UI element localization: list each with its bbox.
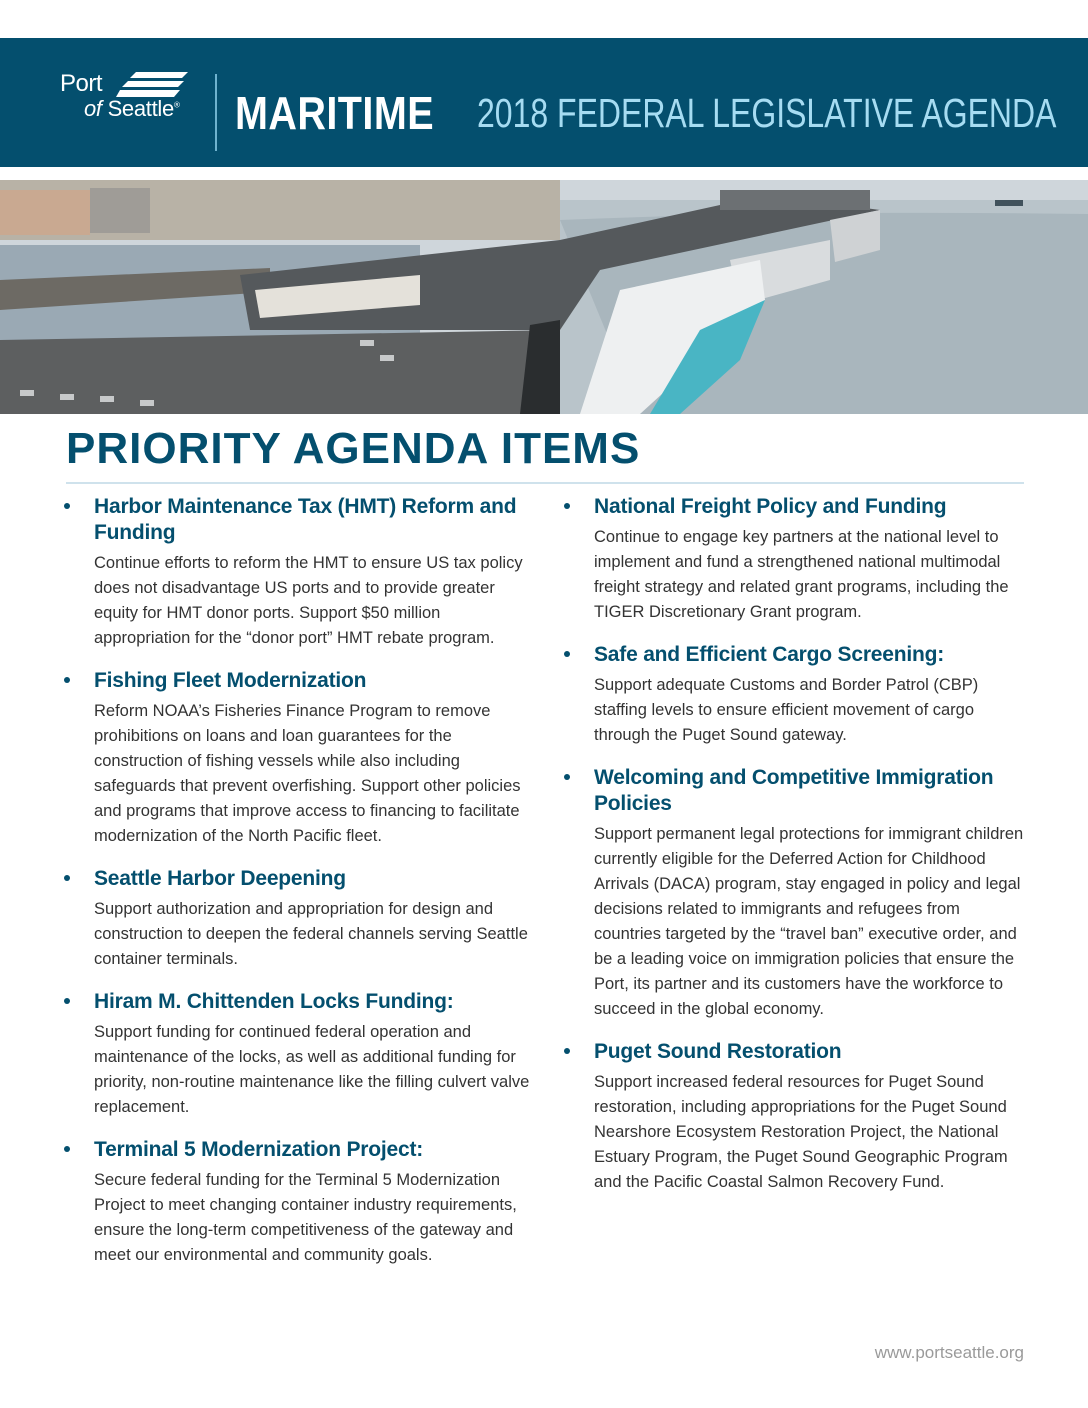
- header-subtitle: 2018 FEDERAL LEGISLATIVE AGENDA: [477, 90, 1057, 136]
- registered-mark: ®: [173, 100, 180, 110]
- agenda-item-title: Terminal 5 Modernization Project:: [94, 1138, 424, 1161]
- bullet-icon: [64, 998, 70, 1004]
- agenda-item-body: Continue efforts to reform the HMT to ensure US tax policy does not disadvantage US ports and to provide greater equity for HMT donor ports. Support $50 million appropriation for the “donor port” HMT rebate program.: [94, 554, 523, 647]
- agenda-item: [60, 1137, 530, 1268]
- agenda-item-title: Puget Sound Restoration: [594, 1040, 842, 1063]
- agenda-item-body: Support authorization and appropriation for design and construction to deepen the federal channels serving Seattle container terminals.: [94, 900, 528, 968]
- agenda-item: [560, 642, 1030, 748]
- agenda-item-body: Continue to engage key partners at the national level to implement and fund a strengthened national multimodal freight strategy and related grant programs, including the TIGER Discretionary Grant program.: [594, 528, 1009, 621]
- logo-text-of: of: [84, 96, 102, 121]
- agenda-item: [560, 494, 1030, 625]
- agenda-item-body: Secure federal funding for the Terminal 5 Modernization Project to meet changing container industry requirements, ensure the long-term competitiveness of the gateway and meet our environmental and community goals.: [94, 1171, 517, 1264]
- bullet-icon: [564, 651, 570, 657]
- section-divider: [66, 482, 1024, 484]
- bullet-icon: [64, 875, 70, 881]
- port-aerial-illustration: [0, 180, 1088, 414]
- section-title: PRIORITY AGENDA ITEMS: [66, 424, 641, 473]
- header-band: [0, 38, 1088, 167]
- right-column: [560, 494, 1030, 1212]
- agenda-item-title: Welcoming and Competitive Immigration Policies: [594, 766, 994, 815]
- agenda-item: [60, 989, 530, 1120]
- agenda-item-title: National Freight Policy and Funding: [594, 495, 947, 518]
- agenda-item: [60, 668, 530, 849]
- agenda-item-title: Hiram M. Chittenden Locks Funding:: [94, 990, 454, 1013]
- bullet-icon: [64, 677, 70, 683]
- agenda-item: [60, 866, 530, 972]
- agenda-item: [60, 494, 530, 651]
- agenda-item-title: Seattle Harbor Deepening: [94, 867, 346, 890]
- agenda-item-body: Support funding for continued federal operation and maintenance of the locks, as well as additional funding for priority, non-routine maintenance like the filling culvert valve replacement.: [94, 1023, 530, 1116]
- logo-text-port: Port: [60, 70, 103, 97]
- logo-text-name: Seattle: [107, 96, 174, 121]
- agenda-item-body: Support adequate Customs and Border Patrol (CBP) staffing levels to ensure efficient movement of cargo through the Puget Sound gateway.: [594, 676, 979, 744]
- bullet-icon: [64, 503, 70, 509]
- bullet-icon: [564, 1048, 570, 1054]
- agenda-item: [560, 765, 1030, 1022]
- bullet-icon: [564, 503, 570, 509]
- agenda-item-body: Support permanent legal protections for immigrant children currently eligible for the Deferred Action for Childhood Arrivals (DACA) program, stay engaged in policy and legal decisions related to immigrants and refugees from countries targeted by the “travel ban” executive order, and be a leading voice on immigration policies that ensure the Port, its partner and its customers have the workforce to succeed in the global economy.: [594, 825, 1024, 1018]
- header-title: MARITIME: [235, 87, 435, 139]
- bullet-icon: [564, 774, 570, 780]
- bullet-icon: [64, 1146, 70, 1152]
- footer-website-link[interactable]: www.portseattle.org: [874, 1343, 1024, 1362]
- agenda-item-body: Reform NOAA’s Fisheries Finance Program to remove prohibitions on loans and loan guarantees for the construction of fishing vessels while also including safeguards that prevent overfishing. Support other policies and programs that improve access to financing to facilitate modernization of the North Pacific fleet.: [94, 702, 521, 845]
- agenda-item-title: Fishing Fleet Modernization: [94, 669, 367, 692]
- agenda-item: [560, 1039, 1030, 1195]
- agenda-item-body: Support increased federal resources for Puget Sound restoration, including appropriations for the Puget Sound Nearshore Ecosystem Restoration Project, the National Estuary Program, the Puget Sound Geographic Program and the Pacific Coastal Salmon Recovery Fund.: [594, 1073, 1008, 1191]
- left-column: [60, 494, 530, 1285]
- logo-text-seattle: [84, 96, 180, 122]
- header-divider: [215, 74, 217, 151]
- agenda-item-title: Harbor Maintenance Tax (HMT) Reform and Funding: [94, 495, 517, 544]
- hero-photo: [0, 180, 1088, 414]
- port-of-seattle-logo[interactable]: [58, 56, 188, 146]
- agenda-item-title: Safe and Efficient Cargo Screening:: [594, 643, 945, 666]
